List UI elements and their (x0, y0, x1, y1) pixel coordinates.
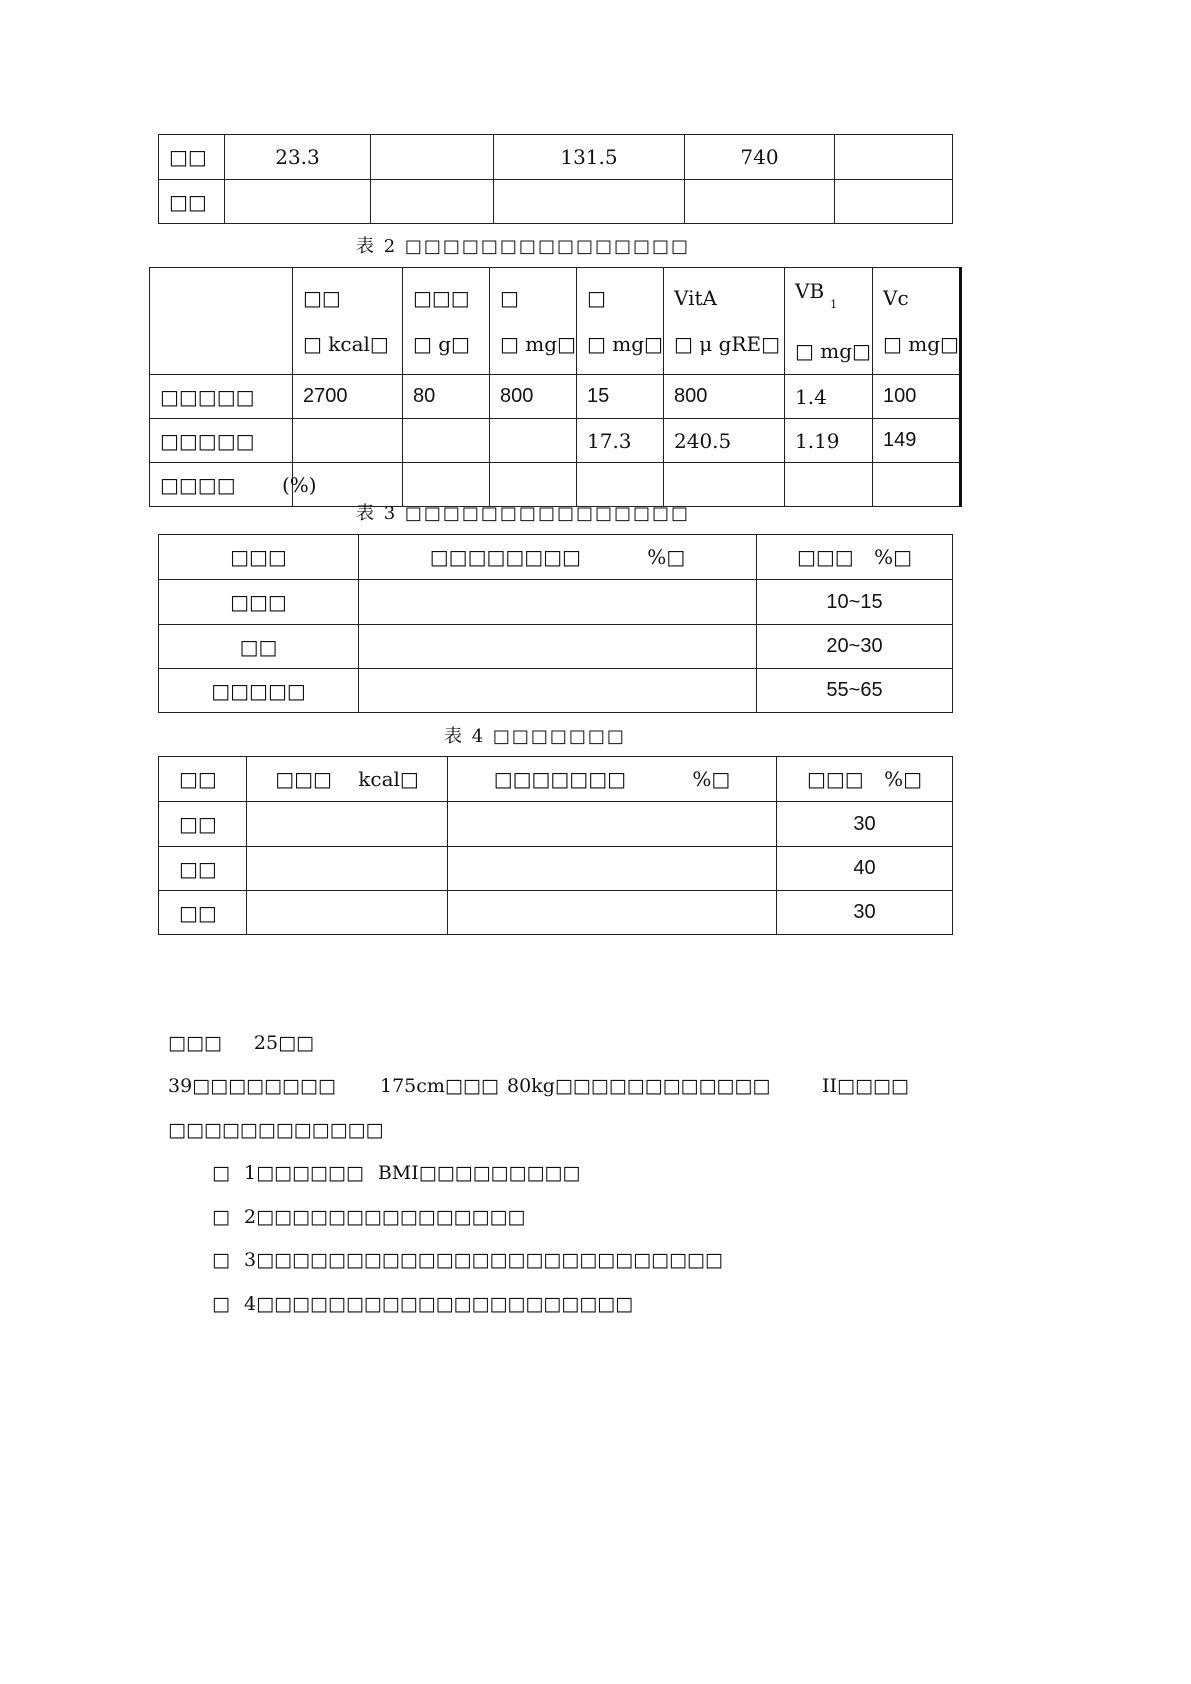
table-row (159, 802, 953, 847)
header-unit: □ kcal□ (303, 332, 389, 356)
table-2 (149, 267, 962, 507)
table-cell (371, 135, 494, 180)
row-label: □□□□ (%) (150, 463, 293, 507)
table-row (159, 847, 953, 891)
table-cell (359, 625, 757, 669)
table-cell (448, 802, 777, 847)
table-cell: 800 (490, 375, 577, 419)
table-header-row (159, 535, 953, 580)
header-cell: □□□□□□□ %□ (448, 757, 777, 802)
table-cell: 10~15 (757, 580, 953, 625)
header-cell: □□□ kcal□ (247, 757, 448, 802)
table-cell: 20~30 (757, 625, 953, 669)
table-cell: 40 (777, 847, 953, 891)
header-cell: □□□□□□□□ %□ (359, 535, 757, 580)
table-2-caption: 表 2 □□□□□□□□□□□□□□□ (356, 236, 690, 257)
table-cell: 240.5 (664, 419, 785, 463)
question-3: □ 3□□□□□□□□□□□□□□□□□□□□□□□□□□ (212, 1249, 723, 1271)
table-cell (835, 180, 953, 224)
case-description-part-2: 175cm□□□ (380, 1075, 499, 1097)
header-name: □ (587, 286, 606, 310)
row-label: □□ (159, 847, 247, 891)
table-cell: 149 (873, 419, 961, 463)
table-cell: 80 (403, 375, 490, 419)
header-name: Vc (883, 286, 909, 310)
table-row (159, 625, 953, 669)
table-cell (785, 463, 873, 507)
header-name: □□□ (413, 286, 470, 310)
header-cell (577, 268, 664, 375)
table-header-row (159, 757, 953, 802)
table-4 (158, 756, 953, 935)
header-name: □ (500, 286, 519, 310)
row-label: □□□□□ (159, 669, 359, 713)
case-intro-line: □□□ 25□□ (168, 1032, 314, 1054)
table-cell: 23.3 (225, 135, 371, 180)
header-cell (490, 268, 577, 375)
table-cell (225, 180, 371, 224)
table-3 (158, 534, 953, 713)
case-description-part-1: 39□□□□□□□□ (168, 1075, 336, 1097)
header-cell (664, 268, 785, 375)
header-cell: □□□ (159, 535, 359, 580)
subscript: 1 (830, 298, 838, 311)
table-cell (835, 135, 953, 180)
table-1 (158, 134, 953, 224)
header-cell (873, 268, 961, 375)
table-cell: 131.5 (494, 135, 685, 180)
row-label: □□ (159, 180, 225, 224)
header-unit: □ g□ (413, 332, 470, 356)
table-cell (494, 180, 685, 224)
table-cell (490, 419, 577, 463)
header-unit: □ mg□ (795, 339, 871, 363)
table-cell (873, 463, 961, 507)
table-row (159, 180, 953, 224)
header-cell (785, 268, 873, 375)
case-description-part-3: 80kg□□□□□□□□□□□□ (507, 1075, 771, 1097)
table-cell: 2700 (293, 375, 403, 419)
row-label: □□□□□ (150, 375, 293, 419)
header-cell (293, 268, 403, 375)
header-cell (403, 268, 490, 375)
table-cell (448, 891, 777, 935)
table-cell (448, 847, 777, 891)
table-cell: 30 (777, 891, 953, 935)
question-1: □ 1□□□□□□ BMI□□□□□□□□□ (212, 1162, 581, 1184)
table-cell (685, 180, 835, 224)
case-description-line-2: □□□□□□□□□□□□ (168, 1119, 384, 1141)
header-unit: □ mg□ (587, 332, 663, 356)
table-3-caption: 表 3 □□□□□□□□□□□□□□□ (356, 503, 690, 524)
table-row (159, 135, 953, 180)
header-unit: □ mg□ (500, 332, 576, 356)
table-row (150, 375, 961, 419)
table-cell: 30 (777, 802, 953, 847)
table-cell: 15 (577, 375, 664, 419)
row-label: □□ (159, 891, 247, 935)
table-cell: 740 (685, 135, 835, 180)
table-cell (359, 669, 757, 713)
row-label: □□ (159, 625, 359, 669)
row-label: □□□□□ (150, 419, 293, 463)
table-cell (371, 180, 494, 224)
table-header-row (150, 268, 961, 375)
table-row (150, 419, 961, 463)
header-cell: □□□ %□ (777, 757, 953, 802)
header-unit: □ mg□ (883, 332, 959, 356)
header-name: □□ (303, 286, 341, 310)
table-row (159, 669, 953, 713)
header-name: VB1 (795, 268, 862, 328)
table-cell: 17.3 (577, 419, 664, 463)
header-name: VitA (674, 286, 717, 310)
table-cell: 1.19 (785, 419, 873, 463)
row-label: □□ (159, 802, 247, 847)
table-cell (247, 802, 448, 847)
header-cell: □□□ %□ (757, 535, 953, 580)
row-label: □□□ (159, 580, 359, 625)
header-unit: □ μ gRE□ (674, 332, 780, 356)
question-2: □ 2□□□□□□□□□□□□□□□ (212, 1206, 526, 1228)
table-row (159, 580, 953, 625)
table-4-caption: 表 4 □□□□□□□ (444, 726, 626, 747)
table-cell: 100 (873, 375, 961, 419)
row-label: □□ (159, 135, 225, 180)
header-cell (150, 268, 293, 375)
table-cell (247, 891, 448, 935)
table-cell: 1.4 (785, 375, 873, 419)
table-cell: 800 (664, 375, 785, 419)
question-4: □ 4□□□□□□□□□□□□□□□□□□□□□ (212, 1293, 634, 1315)
table-cell (359, 580, 757, 625)
table-cell (293, 419, 403, 463)
table-cell (403, 419, 490, 463)
case-description-part-4: II□□□□ (822, 1075, 909, 1097)
header-cell: □□ (159, 757, 247, 802)
table-row (159, 891, 953, 935)
table-cell: 55~65 (757, 669, 953, 713)
table-cell (247, 847, 448, 891)
